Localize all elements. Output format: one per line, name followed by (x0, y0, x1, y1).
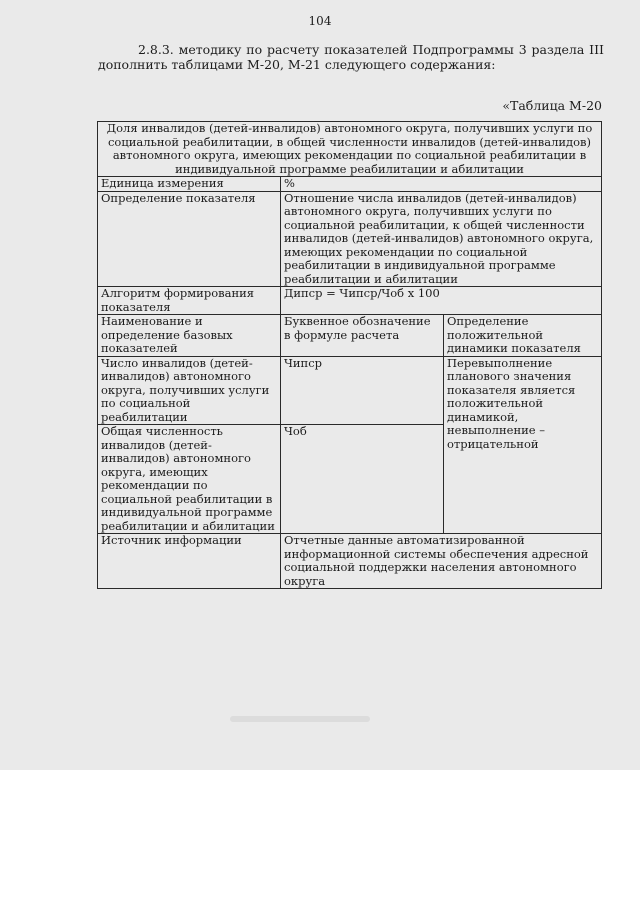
base-row-name: Общая численность инвалидов (детей-инвалидов) автономного округа, имеющих рекомендации по социальной реабилитации в индивидуальной программе реабилитации и абилитации (98, 425, 281, 534)
table-row (98, 287, 602, 315)
intro-line-1: 2.8.3. методику по расчету показателей Подпрограммы 3 раздела III (138, 42, 604, 57)
indicator-title: Доля инвалидов (детей-инвалидов) автономного округа, получивших услуги по социальной реабилитации, в общей численности инвалидов (детей-инвалидов) автономного округа, имеющих рекомендации по социальной реабилитации в индивидуальной программе реабилитации и абилитации (98, 122, 602, 177)
base-header-symbol: Буквенное обозначение в формуле расчета (281, 315, 444, 357)
table-row (98, 177, 602, 192)
table-label: «Таблица М-20 (502, 98, 602, 113)
indicator-table (97, 121, 602, 589)
base-header-dynamics: Определение положительной динамики показателя (444, 315, 602, 357)
algorithm-label: Алгоритм формирования показателя (98, 287, 281, 315)
table-row (98, 534, 602, 589)
base-row-symbol: Чоб (281, 425, 444, 534)
algorithm-value: Дипср = Чипср/Чоб х 100 (281, 287, 602, 315)
source-label: Источник информации (98, 534, 281, 589)
unit-label: Единица измерения (98, 177, 281, 192)
table-row (98, 356, 602, 425)
table-row (98, 191, 602, 287)
paper-smudge (230, 716, 370, 722)
base-header-row (98, 315, 602, 357)
dynamics-value: Перевыполнение планового значения показателя является положительной динамикой, невыполнение – отрицательной (444, 356, 602, 534)
definition-label: Определение показателя (98, 191, 281, 287)
intro-paragraph (98, 42, 604, 72)
table-title-row (98, 122, 602, 177)
source-value: Отчетные данные автоматизированной информационной системы обеспечения адресной социальной поддержки населения автономного округа (281, 534, 602, 589)
base-header-name: Наименование и определение базовых показателей (98, 315, 281, 357)
base-row-symbol: Чипср (281, 356, 444, 425)
intro-line-2: дополнить таблицами М-20, М-21 следующего содержания: (98, 57, 496, 72)
unit-value: % (281, 177, 602, 192)
base-row-name: Число инвалидов (детей-инвалидов) автономного округа, получивших услуги по социальной реабилитации (98, 356, 281, 425)
page-number: 104 (308, 14, 332, 28)
definition-value: Отношение числа инвалидов (детей-инвалидов) автономного округа, получивших услуги по социальной реабилитации, к общей численности инвалидов (детей-инвалидов) автономного округа, имеющих рекомендации по социальной реабилитации в индивидуальной программе реабилитации и абилитации (281, 191, 602, 287)
